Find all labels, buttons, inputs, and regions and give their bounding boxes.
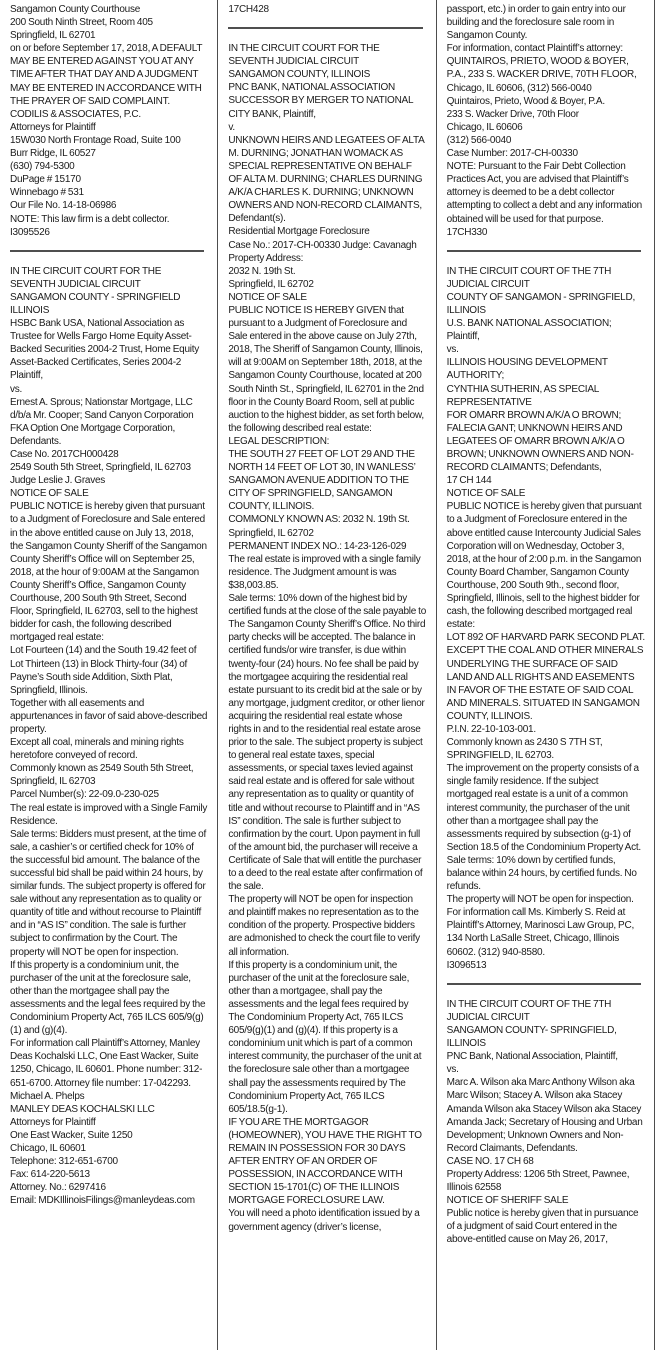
notice-paragraph: 200 South Ninth Street, Room 405 (10, 17, 153, 29)
notice-paragraph: Sale terms: 10% down of the highest bid by certified funds at the close of the sale payable to The Sangamon County Sheriff’s Office. No third party checks will be accepted. The balance in certified funds/or wire transfer, is due within twenty-four (24) hours. No fee shall be paid by the mortgagee acquiring the residential real estate pursuant to its credit bid at the sale or by any mortgage, judgment creditor, or other lienor acquiring the residential real estate whose rights in and to the residential real estate arose prior to the sale. The subject property is subject to general real estate taxes, special assessments, or special taxes levied against said real estate and is offered for sale without any representation as to quality or quantity of title and without recourse to Plaintiff and in “AS IS” condition. The sale is further subject to confirmation by the court. Upon payment in full of the amount bid, the purchaser will receive a Certificate of Sale that will entitle the purchaser to a deed to the real estate after confirmation of the sale. (228, 593, 427, 893)
notice-paragraph: 15W030 North Frontage Road, Suite 100 (10, 134, 181, 146)
notice-paragraph: (312) 566-0040 (446, 134, 512, 146)
notice-paragraph: Property Address: 1206 5th Street, Pawnee, Illinois 62558 (446, 1168, 630, 1194)
notice-paragraph: SANGAMON COUNTY - SPRINGFIELD ILLINOIS (10, 291, 181, 316)
notice-paragraph: Together with all easements and appurtenances in favor of said above-described property. (10, 697, 208, 735)
notice-paragraph: IN THE CIRCUIT COURT OF THE 7TH JUDICIAL CIRCUIT (446, 265, 612, 290)
notice-paragraph: I3096513 (446, 959, 487, 971)
notice-paragraph: If this property is a condominium unit, the purchaser of the unit at the foreclosure sale, other than a mortgagee, shall pay the assessments and the legal fees required by The Condominium Property Act, 765 ILCS 605/9(g)(1) and (g)(4). If this property is a condominium unit which is part of a common interest community, the purchaser of the unit at the foreclosure sale other than a mortgagee shall pay the assessments required by The Condominium Property Act, 765 ILCS 605/18.5(g-1). (228, 959, 422, 1115)
notice-paragraph: HSBC Bank USA, National Association as Trustee for Wells Fargo Home Equity Asset-Backed Securities 2004-2 Trust, Home Equity Asset-Backed Certificates, Series 2004-2 Plaintiff, (10, 318, 200, 382)
notice-paragraph: NOTE: This law firm is a debt collector. (10, 213, 170, 225)
notice-paragraph: Springfield, IL 62701 (10, 30, 96, 42)
newspaper-column-2 (217, 0, 435, 1350)
notice-pnc-durning (228, 42, 426, 1234)
notice-paragraph: Our File No. 14-18-06986 (10, 200, 117, 212)
notice-paragraph: MANLEY DEAS KOCHALSKI LLC (10, 1103, 155, 1115)
notice-paragraph: For information call Ms. Kimberly S. Reid at Plaintiff’s Attorney, Marinosci Law Group, PC, 134 North LaSalle Street, Chicago, Illinois 60602. (312) 940-8580. (446, 907, 634, 958)
notice-paragraph: NOTICE OF SALE (228, 291, 307, 303)
newspaper-column-1 (0, 0, 217, 1350)
notice-paragraph: Sangamon County Courthouse (10, 4, 141, 15)
notice-paragraph: UNKNOWN HEIRS AND LEGATEES OF ALTA M. DURNING; JONATHAN WOMACK AS SPECIAL REPRESENTATIVE ON BEHALF OF ALTA M. DURNING; CHARLES DURNING A/K/A CHARLES K. DURNING; UNKNOWN OWNERS AND NON-RECORD CLAIMANTS, Defendant(s). (228, 134, 424, 225)
notice-paragraph: Case No.: 2017-CH-00330 Judge: Cavanagh (228, 239, 417, 251)
notice-paragraph: Chicago, IL 60601 (10, 1142, 86, 1154)
notice-paragraph: PUBLIC NOTICE is hereby given that pursuant to a Judgment of Foreclosure entered in the above entitled cause Intercounty Judicial Sales Corporation will on Wednesday, October 3, 2018, at the hour of 2:00 p.m. in the Sangamon County Board Chamber, Sangamon County Courthouse, 200 South 9th., second floor, Springfield, Illinois, sell to the highest bidder for cash, the following described mortgaged real estate: (446, 501, 642, 631)
notice-paragraph: 17CH330 (446, 226, 488, 238)
notice-paragraph: IN THE CIRCUIT COURT FOR THE SEVENTH JUDICIAL CIRCUIT (10, 265, 162, 290)
notice-paragraph: NOTICE OF SALE (10, 488, 89, 500)
notice-paragraph: For information call Plaintiff’s Attorney, Manley Deas Kochalski LLC, One East Wacker, Suite 1250, Chicago, IL 60601. Phone number: 312-651-6700. Attorney file number: 17-042293. (10, 1038, 203, 1089)
notice-paragraph: CASE NO. 17 CH 68 (446, 1155, 534, 1167)
notice-paragraph: Lot Fourteen (14) and the South 19.42 feet of Lot Thirteen (13) in Block Thirty-four (34) of Payne’s South side Addition, Sixth Plat, Springfield, Illinois. (10, 645, 197, 696)
notice-paragraph: Attorneys for Plaintiff (10, 121, 96, 133)
notice-paragraph: passport, etc.) in order to gain entry into our building and the foreclosure sale room in Sangamon County. (446, 4, 626, 42)
notice-paragraph: NOTICE OF SHERIFF SALE (446, 1195, 569, 1207)
notice-paragraph: LEGAL DESCRIPTION: (228, 435, 330, 447)
notice-paragraph: vs. (10, 383, 23, 395)
notice-paragraph: v. (228, 121, 235, 133)
notice-paragraph: IN THE CIRCUIT COURT FOR THE SEVENTH JUDICIAL CIRCUIT (228, 43, 380, 68)
notice-paragraph: The real estate is improved with a Single Family Residence. (10, 802, 208, 827)
notice-paragraph: Chicago, IL 60606 (446, 121, 523, 133)
notice-pnc-wilson (447, 998, 645, 1247)
notice-17ch428-tail (228, 3, 426, 16)
notice-paragraph: Parcel Number(s): 22-09.0-230-025 (10, 789, 159, 801)
newspaper-column-3 (436, 0, 654, 1350)
notice-17ch330-tail (447, 3, 645, 239)
notice-paragraph: ILLINOIS HOUSING DEVELOPMENT AUTHORITY; (446, 357, 608, 382)
notice-usbank-brown (447, 265, 645, 972)
notice-paragraph: 2549 South 5th Street, Springfield, IL 62703 (10, 462, 191, 474)
notice-paragraph: Residential Mortgage Foreclosure (228, 226, 370, 238)
notice-paragraph: COMMONLY KNOWN AS: 2032 N. 19th St. (228, 514, 410, 526)
notice-paragraph: Winnebago # 531 (10, 187, 84, 199)
notice-paragraph: LOT 892 OF HARVARD PARK SECOND PLAT. EXCEPT THE COAL AND OTHER MINERALS UNDERLYING THE SURFACE OF SAID LAND AND ALL RIGHTS AND EASEMENTS IN FAVOR OF THE ESTATE OF SAID COAL AND MINERALS. SITUATED IN SANGAMON COUNTY, ILLINOIS. (446, 632, 645, 722)
notice-paragraph: NOTE: Pursuant to the Fair Debt Collection Practices Act, you are advised that Plaintiff’s attorney is deemed to be a debt collector attempting to collect a debt and any information obtained will be used for that purpose. (446, 161, 642, 225)
notice-paragraph: You will need a photo identification issued by a government agency (driver’s license, (228, 1208, 420, 1233)
notice-paragraph: Michael A. Phelps (10, 1090, 85, 1102)
notice-paragraph: THE SOUTH 27 FEET OF LOT 29 AND THE NORTH 14 FEET OF LOT 30, IN WANLESS’ SANGAMON AVENUE ADDITION TO THE CITY OF SPRINGFIELD, SANGAMON COUNTY, ILLINOIS. (228, 449, 416, 513)
notice-paragraph: Ernest A. Sprous; Nationstar Mortgage, LLC d/b/a Mr. Cooper; Sand Canyon Corporation FKA Option One Mortgage Corporation, Defendants. (10, 396, 194, 447)
notice-paragraph: Attorneys for Plaintiff (10, 1116, 96, 1128)
notice-paragraph: Springfield, IL 62702 (228, 527, 314, 539)
notice-paragraph: Sale terms: 10% down by certified funds, balance within 24 hours, by certified funds. No refunds. (446, 854, 637, 893)
notice-paragraph: U.S. BANK NATIONAL ASSOCIATION; Plaintiff, (446, 318, 612, 343)
notice-paragraph: Case No. 2017CH000428 (10, 449, 119, 460)
notice-paragraph: PNC Bank, National Association, Plaintiff, (446, 1051, 618, 1063)
notice-paragraph: Springfield, IL 62702 (228, 278, 314, 290)
notice-paragraph: The improvement on the property consists of a single family residence. If the subject mortgaged real estate is a unit of a common interest community, the purchaser of the unit other than a mortgagee shall pay the assessments required by subsection (g-1) of Section 18.5 of the Condominium Property Act. (446, 763, 641, 853)
notice-paragraph: PUBLIC NOTICE is hereby given that pursuant to a Judgment of Foreclosure and Sale entered in the above entitled cause on July 13, 2018, the Sangamon County Sheriff of the Sangamon County Sheriff’s Office will on September 25, 2018, at the hour of 9:00AM at the Sangamon County Sheriff’s Office, Sangamon County Courthouse, 200 South 9th Street, Second Floor, Springfield, IL 62703, sell to the highest bidder for cash, the following described mortgaged real estate: (10, 501, 207, 644)
notice-paragraph: IN THE CIRCUIT COURT OF THE 7TH JUDICIAL CIRCUIT (446, 998, 612, 1023)
notice-paragraph: Except all coal, minerals and mining rights heretofore conveyed of record. (10, 737, 184, 762)
notice-paragraph: 233 S. Wacker Drive, 70th Floor (446, 108, 579, 120)
notice-paragraph: Fax: 614-220-5613 (10, 1169, 90, 1181)
notice-paragraph: IF YOU ARE THE MORTGAGOR (HOMEOWNER), YOU HAVE THE RIGHT TO REMAIN IN POSSESSION FOR 30 DAYS AFTER ENTRY OF AN ORDER OF POSSESSION, IN ACCORDANCE WITH SECTION 15-1701(C) OF THE ILLINOIS MORTGAGE FORECLOSURE LAW. (228, 1116, 422, 1207)
notice-paragraph: SANGAMON COUNTY, ILLINOIS (228, 69, 371, 81)
notice-paragraph: The real estate is improved with a single family residence. The Judgment amount is was $38,003.85. (228, 553, 421, 591)
notice-paragraph: SANGAMON COUNTY- SPRINGFIELD, ILLINOIS (446, 1024, 617, 1050)
notice-paragraph: Commonly known as 2430 S 7TH ST, SPRINGFIELD, IL 62703. (446, 737, 603, 762)
notice-paragraph: vs. (446, 344, 459, 356)
notice-paragraph: For information, contact Plaintiff’s attorney: QUINTAIROS, PRIETO, WOOD & BOYER, P.A., 233 S. WACKER DRIVE, 70TH FLOOR, Chicago, IL 60606, (312) 566-0040 (446, 43, 637, 94)
notice-paragraph: Burr Ridge, IL 60527 (10, 148, 96, 160)
notice-paragraph: FALECIA GANT; UNKNOWN HEIRS AND LEGATEES OF OMARR BROWN A/K/A O BROWN; UNKNOWN OWNERS AND NON-RECORD CLAIMANTS; Defendants, (446, 422, 634, 474)
notice-paragraph: Quintairos, Prieto, Wood & Boyer, P.A. (446, 95, 605, 107)
notice-divider (447, 983, 641, 985)
notice-paragraph: CODILIS & ASSOCIATES, P.C. (10, 108, 141, 120)
notice-paragraph: Telephone: 312-651-6700 (10, 1156, 118, 1168)
notice-paragraph: FOR OMARR BROWN A/K/A O BROWN; (446, 409, 622, 421)
notice-paragraph: Sale terms: Bidders must present, at the time of sale, a cashier’s or certified check for 10% of the successful bid amount. The balance of the successful bid shall be paid within 24 hours, by similar funds. The subject property is offered for sale without any representation as to quality or quantity of title and without recourse to Plaintiff and in “AS IS” condition. The sale is further subject to confirmation by the Court. The property will NOT be open for inspection. (10, 828, 207, 958)
notice-paragraph: Attorney. No.: 6297416 (10, 1182, 106, 1194)
notice-paragraph: (630) 794-5300 (10, 161, 75, 173)
notice-paragraph: 17 CH 144 (446, 475, 492, 487)
notice-paragraph: If this property is a condominium unit, the purchaser of the unit at the foreclosure sale, other than the mortgagee shall pay the assessments and the legal fees required by the Condominium Property Act, 765 ILCS 605/9(g)(1) and (g)(4). (10, 959, 206, 1037)
notice-paragraph: Email: MDKIllinoisFilings@manleydeas.com (10, 1195, 195, 1207)
notice-paragraph: PERMANENT INDEX NO.: 14-23-126-029 (228, 540, 407, 552)
notice-paragraph: on or before September 17, 2018, A DEFAULT MAY BE ENTERED AGAINST YOU AT ANY TIME AFTER THAT DAY AND A JUDGMENT MAY BE ENTERED IN ACCORDANCE WITH THE PRAYER OF SAID COMPLAINT. (10, 43, 203, 107)
notice-paragraph: Case Number: 2017-CH-00330 (446, 148, 578, 160)
notice-paragraph: 2032 N. 19th St. (228, 265, 296, 277)
notice-paragraph: vs. (446, 1064, 459, 1076)
notice-paragraph: Judge Leslie J. Graves (10, 475, 106, 487)
notice-paragraph: CYNTHIA SUTHERIN, AS SPECIAL REPRESENTATIVE (446, 383, 599, 408)
notice-paragraph: I3095526 (10, 226, 50, 238)
notice-divider (447, 250, 641, 252)
notice-divider (10, 250, 204, 252)
notice-paragraph: 17CH428 (228, 4, 269, 15)
notice-paragraph: P.I.N. 22-10-103-001. (446, 723, 536, 735)
notice-paragraph: PUBLIC NOTICE IS HEREBY GIVEN that pursuant to a Judgment of Foreclosure and Sale entered in the above cause on July 27th, 2018, The Sheriff of Sangamon County, Illinois, will at 9:00AM on September 18th, 2018, at the Sangamon County Courthouse, located at 200 South Ninth St., Springfield, IL 62701 in the 2nd floor in the County Board Room, sell at public auction to the highest bidder, as set forth below, the following described real estate: (228, 304, 424, 434)
notice-paragraph: Marc A. Wilson aka Marc Anthony Wilson aka Marc Wilson; Stacey A. Wilson aka Stacey Amanda Wilson aka Stacey Wilson aka Stacey Amanda Jack; Secretary of Housing and Urban Development; Unknown Owners and Non-Record Claimants, Defendants. (446, 1077, 643, 1154)
notice-paragraph: Commonly known as 2549 South 5th Street, Springfield, IL 62703 (10, 763, 194, 788)
notice-divider (228, 27, 422, 29)
notice-paragraph: The property will NOT be open for inspection and plaintiff makes no representation as to the condition of the property. Prospective bidders are admonished to check the court file to verify all information. (228, 894, 420, 958)
notice-hsbc-sprous (10, 265, 208, 1208)
notice-paragraph: NOTICE OF SALE (446, 488, 526, 500)
notice-paragraph: Property Address: (228, 252, 304, 264)
notice-paragraph: Public notice is hereby given that in pursuance of a judgment of said Court entered in the above-entitled cause on May 26, 2017, (446, 1208, 639, 1246)
notice-paragraph: DuPage # 15170 (10, 174, 81, 186)
notice-paragraph: PNC BANK, NATIONAL ASSOCIATION SUCCESSOR BY MERGER TO NATIONAL CITY BANK, Plaintiff, (228, 82, 413, 120)
notice-codilis-continuation (10, 3, 208, 239)
notice-paragraph: COUNTY OF SANGAMON - SPRINGFIELD, ILLINOIS (446, 291, 635, 316)
notice-paragraph: The property will NOT be open for inspection. (446, 894, 634, 906)
notice-paragraph: One East Wacker, Suite 1250 (10, 1129, 133, 1141)
